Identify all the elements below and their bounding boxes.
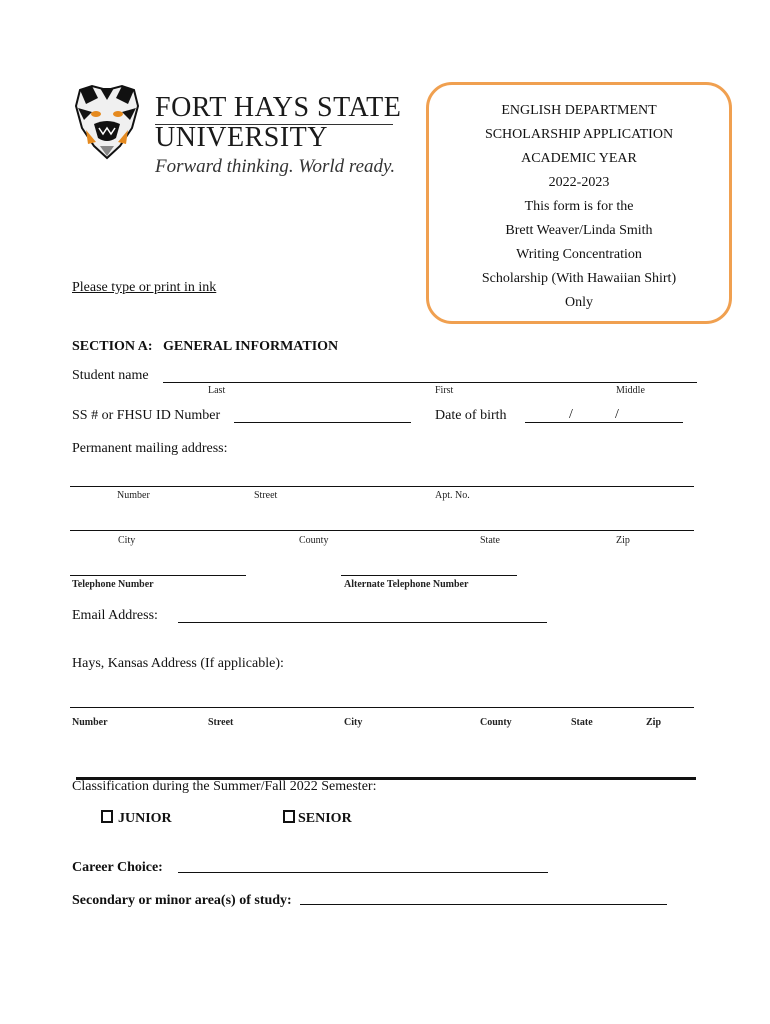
- hays-col-street: Street: [208, 717, 234, 728]
- hays-col-state: State: [571, 717, 593, 728]
- classification-label: Classification during the Summer/Fall 2022 Semester:: [72, 779, 377, 794]
- id-number-label: SS # or FHSU ID Number: [72, 408, 221, 423]
- dob-separator: /: [615, 407, 619, 422]
- career-choice-label: Career Choice:: [72, 860, 163, 875]
- senior-option-label: SENIOR: [298, 811, 352, 826]
- logo-name-line2: UNIVERSITY: [155, 122, 328, 153]
- dob-label: Date of birth: [435, 408, 507, 423]
- hays-address-field[interactable]: [70, 707, 694, 708]
- hays-col-zip: Zip: [646, 717, 662, 728]
- addr-sublabel-zip: Zip: [616, 535, 630, 546]
- tiger-logo-icon: [72, 84, 142, 160]
- addr-sublabel-apt: Apt. No.: [435, 490, 470, 501]
- name-sublabel-middle: Middle: [616, 385, 645, 396]
- header-line: ENGLISH DEPARTMENT: [501, 103, 657, 118]
- junior-option-label: JUNIOR: [118, 811, 172, 826]
- student-name-label: Student name: [72, 368, 149, 383]
- header-line: ACADEMIC YEAR: [521, 151, 637, 166]
- addr-sublabel-number: Number: [117, 490, 150, 501]
- name-sublabel-first: First: [435, 385, 454, 396]
- header-line: 2022-2023: [548, 175, 610, 190]
- scholarship-header-box: [426, 82, 732, 324]
- minor-study-label: Secondary or minor area(s) of study:: [72, 893, 292, 908]
- name-sublabel-last: Last: [208, 385, 226, 396]
- senior-checkbox[interactable]: [283, 810, 295, 823]
- telephone-label: Telephone Number: [72, 579, 154, 590]
- addr-sublabel-county: County: [299, 535, 329, 546]
- header-line: Scholarship (With Hawaiian Shirt): [481, 271, 677, 286]
- header-line: Writing Concentration: [516, 247, 642, 262]
- career-choice-field[interactable]: [178, 872, 548, 873]
- minor-study-field[interactable]: [300, 904, 667, 905]
- address-line-1-field[interactable]: [70, 486, 694, 487]
- email-field[interactable]: [178, 622, 547, 623]
- student-name-field[interactable]: [163, 382, 697, 383]
- addr-sublabel-state: State: [480, 535, 500, 546]
- header-line: Only: [565, 295, 593, 310]
- junior-checkbox[interactable]: [101, 810, 113, 823]
- section-a-title: SECTION A: GENERAL INFORMATION: [72, 339, 339, 354]
- id-number-field[interactable]: [234, 422, 411, 423]
- mailing-address-label: Permanent mailing address:: [72, 441, 228, 456]
- header-line: SCHOLARSHIP APPLICATION: [484, 127, 674, 142]
- alt-telephone-label: Alternate Telephone Number: [344, 579, 469, 590]
- dob-field[interactable]: [525, 422, 683, 423]
- addr-sublabel-street: Street: [254, 490, 278, 501]
- logo-tagline: Forward thinking. World ready.: [155, 156, 396, 177]
- telephone-field[interactable]: [70, 575, 246, 576]
- hays-address-label: Hays, Kansas Address (If applicable):: [72, 656, 284, 671]
- dob-separator: /: [569, 407, 573, 422]
- email-label: Email Address:: [72, 608, 158, 623]
- hays-col-number: Number: [72, 717, 108, 728]
- header-line: Brett Weaver/Linda Smith: [505, 223, 653, 238]
- hays-col-city: City: [344, 717, 363, 728]
- hays-col-county: County: [480, 717, 512, 728]
- header-line: This form is for the: [524, 199, 634, 214]
- alt-telephone-field[interactable]: [341, 575, 517, 576]
- logo-name-line1: FORT HAYS STATE: [155, 92, 402, 123]
- address-line-2-field[interactable]: [70, 530, 694, 531]
- instruction-text: Please type or print in ink: [72, 280, 217, 295]
- addr-sublabel-city: City: [118, 535, 136, 546]
